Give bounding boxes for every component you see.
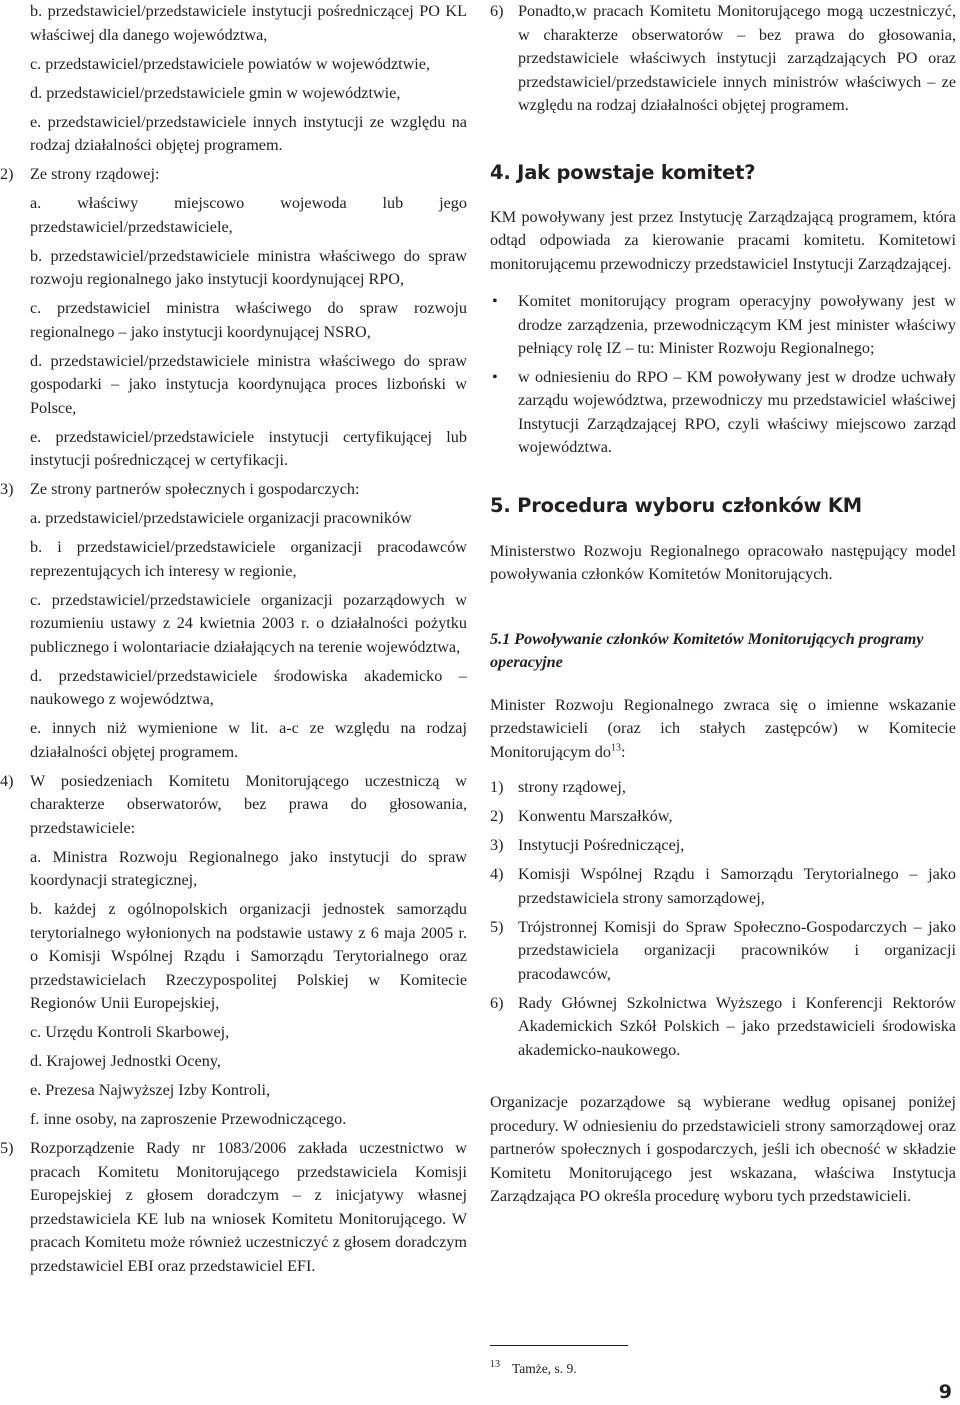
paragraph-end: :	[620, 742, 626, 761]
bullet-item	[490, 290, 956, 361]
numbered-item	[0, 1137, 467, 1278]
section-heading-4: 4. Jak powstaje komitet?	[490, 160, 756, 184]
footnote-divider	[490, 1345, 628, 1346]
bullet-text: Komitet monitorujący program operacyjny powoływany jest w drodze zarządzenia, przewodniczącym KM jest minister właściwy pełniący rolę IZ – tu: Minister Rozwoju Regionalnego;	[518, 292, 956, 357]
footnote-text: Tamże, s. 9.	[512, 1361, 577, 1376]
footnote	[490, 1360, 577, 1378]
sub-item: e. innych niż wymienione w lit. a-c ze względu na rodzaj działalności objętej programem.	[30, 719, 467, 761]
footnote-number: 13	[490, 1359, 500, 1370]
list-item	[490, 834, 956, 858]
bullet-icon: •	[492, 292, 498, 310]
list-number: 3)	[490, 836, 504, 854]
sub-item: d. przedstawiciel/przedstawiciele ministra właściwego do spraw gospodarki – jako instytucja koordynująca proces lizboński w Polsce,	[30, 351, 467, 417]
list-item	[490, 776, 956, 800]
sub-item: a. właściwy miejscowo wojewoda lub jego przedstawiciel/przedstawiciele,	[30, 194, 467, 236]
right-column	[490, 0, 956, 1209]
sub-item: f. inne osoby, na zaproszenie Przewodniczącego.	[30, 1110, 347, 1128]
list-text: Ponadto,w pracach Komitetu Monitorującego mogą uczestniczyć, w charakterze obserwatorów – bez prawa do głosowania, przedstawiciele właściwych instytucji zarządzających PO oraz przedstawiciel/przedstawiciele innych ministrów właściwych – ze względu na rodzaj działalności objętej programem.	[518, 2, 956, 114]
sub-item: b. przedstawiciel/przedstawiciele instytucji pośredniczącej PO KL właściwej dla danego województwa,	[30, 2, 467, 44]
sub-item: c. przedstawiciel ministra właściwego do spraw rozwoju regionalnego – jako instytucji koordynującej NSRO,	[30, 299, 467, 341]
list-item	[490, 863, 956, 910]
list-number: 4)	[0, 771, 14, 790]
list-item	[490, 805, 956, 829]
list-item-6	[490, 0, 956, 118]
sub-item: d. Krajowej Jednostki Oceny,	[30, 1052, 221, 1070]
list-number: 2)	[490, 807, 504, 825]
list-text: Rozporządzenie Rady nr 1083/2006 zakłada uczestnictwo w pracach Komitetu Monitorującego przedstawiciela Komisji Europejskiej z głosem doradczym – z inicjatywy własnej przedstawiciela KE lub na wniosek Komitetu Monitorującego. W pracach Komitetu może również uczestniczyć z głosem doradczym przedstawiciel EBI oraz przedstawiciel EFI.	[30, 1139, 467, 1275]
list-number: 6)	[490, 2, 504, 20]
sub-item: b. każdej z ogólnopolskich organizacji jednostek samorządu terytorialnego wyłonionych na podstawie ustawy z 6 maja 2005 r. o Komisji Wspólnej Rządu i Samorządu Terytorialnego oraz przedstawicielach Rzeczypospolitej Polskiej w Komitecie Regionów Unii Europejskiej,	[30, 900, 467, 1012]
list-text: W posiedzeniach Komitetu Monitorującego uczestniczą w charakterze obserwatorów, bez prawa do głosowania, przedstawiciele:	[30, 771, 467, 837]
sub-item: a. Ministra Rozwoju Regionalnego jako instytucji do spraw koordynacji strategicznej,	[30, 847, 467, 889]
list-number: 4)	[490, 865, 504, 883]
bullet-text: w odniesieniu do RPO – KM powoływany jest w drodze uchwały zarządu województwa, przewodniczy mu przedstawiciel właściwej Instytucji Zarządzającej RPO, czyli właściwy miejscowo zarząd województwa.	[518, 367, 956, 456]
bullet-list	[490, 290, 956, 460]
sub-item: e. Prezesa Najwyższej Izby Kontroli,	[30, 1081, 271, 1099]
numbered-item	[0, 163, 467, 187]
sub-item: a. przedstawiciel/przedstawiciele organizacji pracowników	[30, 509, 412, 527]
list-text: Komisji Wspólnej Rządu i Samorządu Terytorialnego – jako przedstawiciela strony samorządowej,	[518, 865, 956, 907]
list-text: Ze strony rządowej:	[30, 165, 160, 183]
list-number: 3)	[0, 480, 14, 498]
list-text: Ze strony partnerów społecznych i gospodarczych:	[30, 480, 360, 498]
sub-item: e. przedstawiciel/przedstawiciele instytucji certyfikującej lub instytucji pośredniczącej w certyfikacji.	[30, 427, 467, 469]
numbered-list-5-1	[490, 776, 956, 1062]
paragraph-final: Organizacje pozarządowe są wybierane według opisanej poniżej procedury. W odniesieniu do przedstawicieli strony samorządowej oraz partnerów społecznych i gospodarczych, jeśli ich obecność w składzie Komitetu Monitorującego jest wskazana, właściwa Instytucja Zarządzająca PO określa procedurę wyboru tych przedstawicieli.	[490, 1093, 956, 1205]
sub-item: d. przedstawiciel/przedstawiciele gmin w województwie,	[30, 83, 401, 102]
list-item	[490, 916, 956, 987]
paragraph-section-4: KM powoływany jest przez Instytucję Zarządzającą programem, która odtąd odpowiada za kierowanie pracami komitetu. Komitetowi monitorującemu przewodniczy przedstawiciel Instytucji Zarządzającej.	[490, 207, 956, 273]
bullet-item	[490, 366, 956, 460]
footnote-reference: 13	[610, 742, 621, 754]
list-number: 5)	[490, 917, 504, 936]
list-text: Rady Głównej Szkolnictwa Wyższego i Konferencji Rektorów Akademickich Szkół Polskich – jako przedstawicieli środowiska akademicko-naukowego.	[518, 993, 956, 1059]
paragraph-section-5: Ministerstwo Rozwoju Regionalnego opracowało następujący model powoływania członków Komitetów Monitorujących.	[490, 541, 956, 583]
list-number: 2)	[0, 165, 14, 183]
list-number: 5)	[0, 1139, 14, 1157]
paragraph-text: Minister Rozwoju Regionalnego zwraca się o imienne wskazanie przedstawicieli (oraz ich stałych zastępców) w Komitecie Monitorującym do	[490, 695, 956, 761]
list-text: Konwentu Marszałków,	[518, 807, 673, 825]
sub-item: d. przedstawiciel/przedstawiciele środowiska akademicko – naukowego z województwa,	[30, 666, 467, 708]
list-text: Trójstronnej Komisji do Spraw Społeczno-Gospodarczych – jako przedstawiciela organizacji pracowników i organizacji pracodawców,	[518, 917, 956, 983]
sub-item: c. przedstawiciel/przedstawiciele powiatów w województwie,	[30, 54, 431, 73]
left-column	[0, 0, 467, 1284]
list-item	[490, 992, 956, 1063]
sub-item: b. i przedstawiciel/przedstawiciele organizacji pracodawców reprezentujących ich interesy w regionie,	[30, 538, 467, 580]
list-text: strony rządowej,	[518, 778, 626, 796]
section-heading-5: 5. Procedura wyboru członków KM	[490, 493, 863, 517]
subsection-heading-5-1: 5.1 Powoływanie członków Komitetów Monitorujących programy operacyjne	[490, 629, 924, 671]
numbered-item	[0, 770, 467, 841]
paragraph-section-5-1	[490, 694, 956, 765]
sub-item: c. przedstawiciel/przedstawiciele organizacji pozarządowych w rozumieniu ustawy z 24 kwietnia 2003 r. o działalności pożytku publicznego i wolontariacie działających na terenie województwa,	[30, 590, 467, 656]
sub-item: e. przedstawiciel/przedstawiciele innych instytucji ze względu na rodzaj działalności objętej programem.	[30, 112, 467, 154]
list-text: Instytucji Pośredniczącej,	[518, 836, 685, 854]
sub-item: c. Urzędu Kontroli Skarbowej,	[30, 1023, 230, 1041]
list-number: 6)	[490, 993, 504, 1012]
page-number: 9	[938, 1381, 952, 1403]
numbered-item	[0, 478, 467, 502]
sub-item: b. przedstawiciel/przedstawiciele ministra właściwego do spraw rozwoju regionalnego jako instytucji koordynującej RPO,	[30, 246, 467, 288]
bullet-icon: •	[492, 367, 498, 386]
list-number: 1)	[490, 778, 504, 796]
